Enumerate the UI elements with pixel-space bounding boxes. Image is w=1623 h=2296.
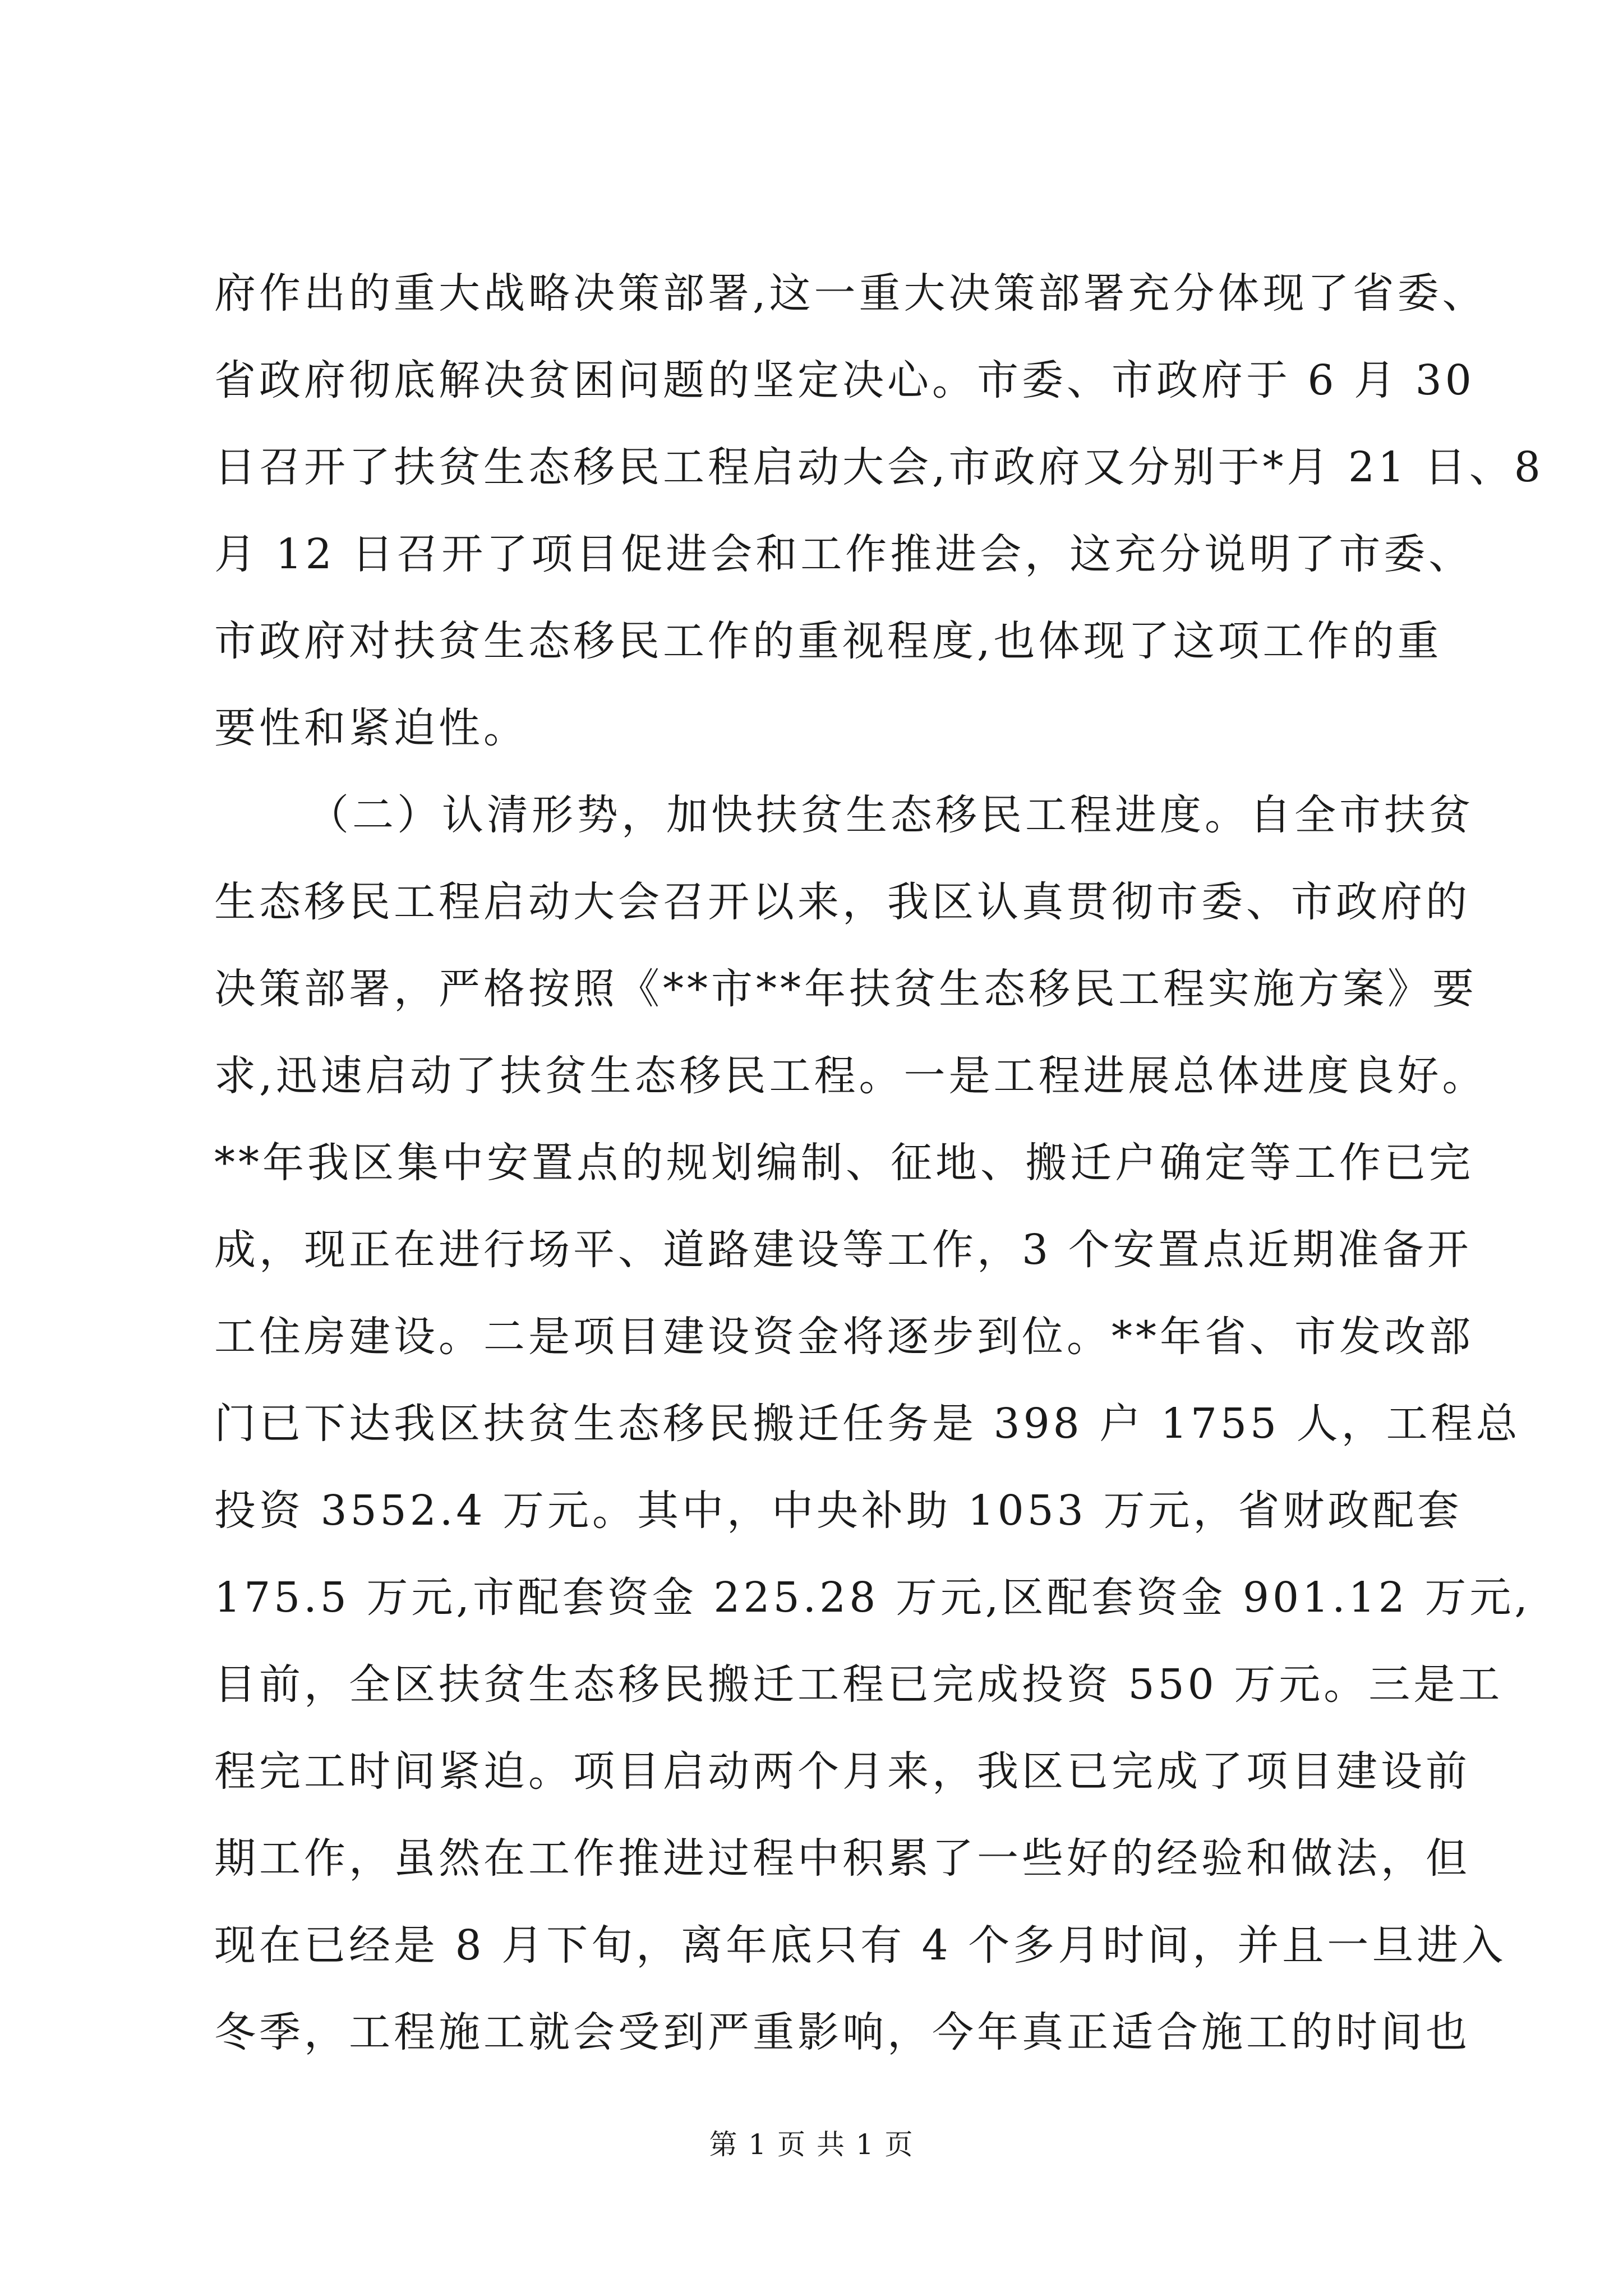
page-number-footer: 第 1 页 共 1 页	[709, 2128, 914, 2161]
text-line: 175.5 万元,市配套资金 225.28 万元,区配套资金 901.12 万元,	[214, 1573, 1531, 1622]
text-line: 省政府彻底解决贫困问题的坚定决心。市委、市政府于 6 月 30	[214, 356, 1475, 404]
text-line: 现在已经是 8 月下旬，离年底只有 4 个多月时间，并且一旦进入	[214, 1921, 1507, 1970]
text-line: 市政府对扶贫生态移民工作的重视程度,也体现了这项工作的重	[214, 617, 1442, 665]
text-line: 门已下达我区扶贫生态移民搬迁任务是 398 户 1755 人，工程总	[214, 1400, 1521, 1448]
text-line: 冬季，工程施工就会受到严重影响，今年真正适合施工的时间也	[214, 2008, 1470, 2056]
text-line: 成，现正在进行场平、道路建设等工作，3 个安置点近期准备开	[214, 1226, 1472, 1274]
text-line: 程完工时间紧迫。项目启动两个月来，我区已完成了项目建设前	[214, 1747, 1470, 1796]
text-line: 期工作，虽然在工作推进过程中积累了一些好的经验和做法，但	[214, 1834, 1470, 1883]
text-line: 月 12 日召开了项目促进会和工作推进会，这充分说明了市委、	[214, 530, 1474, 578]
text-line: 府作出的重大战略决策部署,这一重大决策部署充分体现了省委、	[214, 269, 1487, 318]
document-body	[214, 250, 1544, 2076]
text-line: **年我区集中安置点的规划编制、征地、搬迁户确定等工作已完	[214, 1139, 1474, 1187]
text-line: 日召开了扶贫生态移民工程启动大会,市政府又分别于*月 21 日、8	[214, 443, 1544, 491]
text-line: 要性和紧迫性。	[214, 704, 528, 752]
text-line: 投资 3552.4 万元。其中，中央补助 1053 万元，省财政配套	[214, 1487, 1463, 1535]
text-line: 目前，全区扶贫生态移民搬迁工程已完成投资 550 万元。三是工	[214, 1660, 1504, 1709]
section-heading-line: （二）认清形势，加快扶贫生态移民工程进度。自全市扶贫	[307, 791, 1474, 839]
text-line: 决策部署，严格按照《**市**年扶贫生态移民工程实施方案》要	[214, 965, 1477, 1013]
text-line: 工住房建设。二是项目建设资金将逐步到位。**年省、市发改部	[214, 1313, 1474, 1361]
text-line: 生态移民工程启动大会召开以来，我区认真贯彻市委、市政府的	[214, 878, 1470, 926]
text-line: 求,迅速启动了扶贫生态移民工程。一是工程进展总体进度良好。	[214, 1052, 1487, 1100]
